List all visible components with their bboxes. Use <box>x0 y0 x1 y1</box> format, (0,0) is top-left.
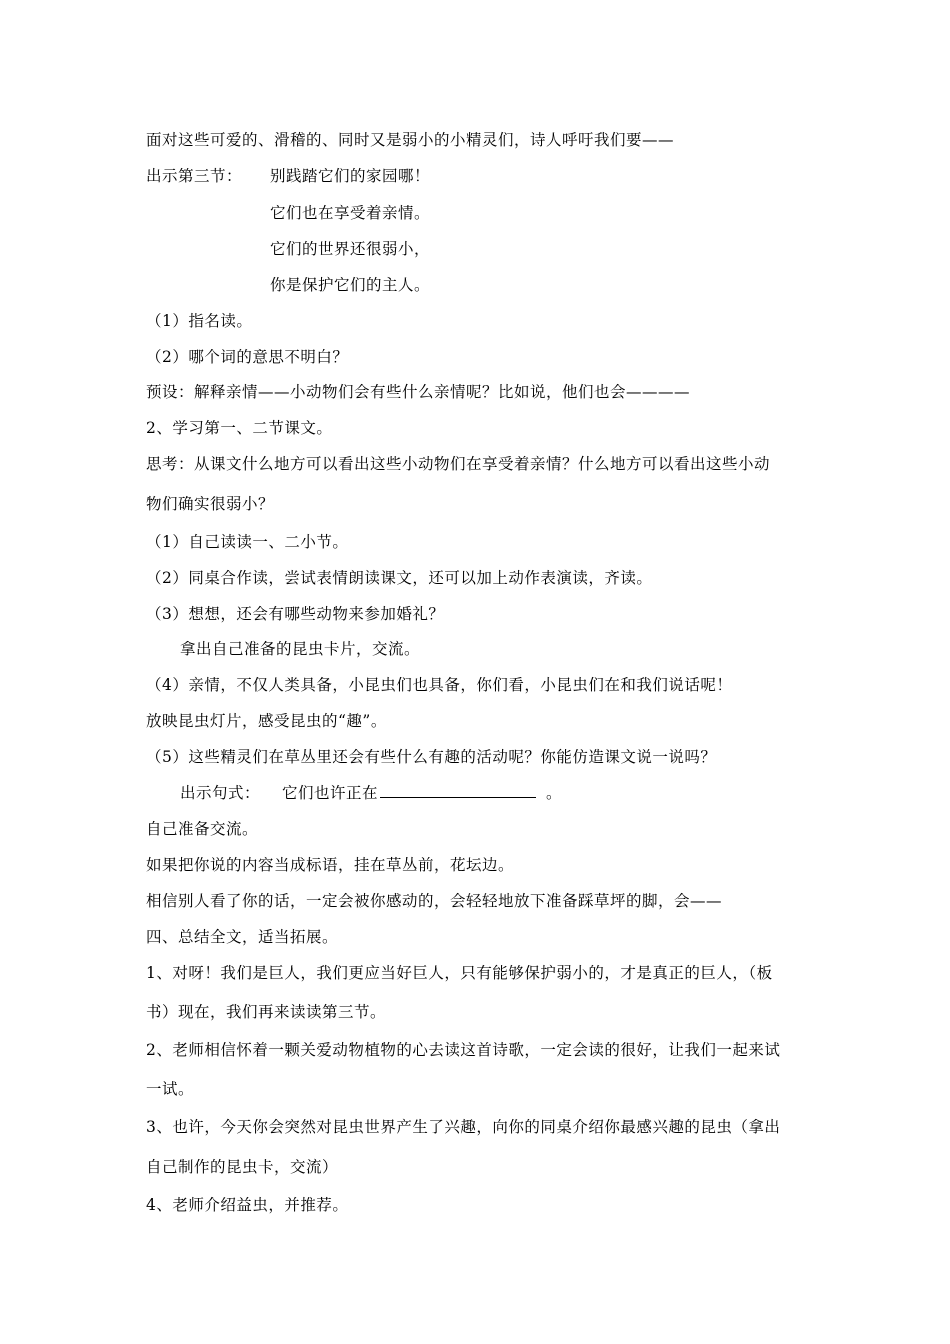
section-heading: 2、学习第一、二节课文。 <box>146 419 333 437</box>
paragraph: 拿出自己准备的昆虫卡片，交流。 <box>180 640 421 658</box>
poem-line-2: 它们也在享受着亲情。 <box>270 204 431 222</box>
sentence-pattern-text: 它们也许正在 <box>282 784 379 802</box>
paragraph: 一试。 <box>146 1080 195 1098</box>
paragraph: 自己准备交流。 <box>146 820 259 838</box>
sentence-pattern-end: 。 <box>546 784 563 802</box>
section-label: 出示第三节： <box>146 167 243 185</box>
step-item: （2）哪个词的意思不明白？ <box>146 348 349 366</box>
poem-line-4: 你是保护它们的主人。 <box>270 276 431 294</box>
section-heading: 四、总结全文，适当拓展。 <box>146 928 339 946</box>
paragraph: 1、对呀！我们是巨人，我们更应当好巨人，只有能够保护弱小的，才是真正的巨人，（板 <box>146 964 773 982</box>
poem-line-1: 别践踏它们的家园哪！ <box>270 167 431 185</box>
paragraph: 如果把你说的内容当成标语，挂在草丛前，花坛边。 <box>146 856 515 874</box>
paragraph: 书）现在，我们再来读读第三节。 <box>146 1003 387 1021</box>
paragraph: 2、老师相信怀着一颗关爱动物植物的心去读这首诗歌，一定会读的很好，让我们一起来试 <box>146 1041 781 1059</box>
paragraph-intro: 面对这些可爱的、滑稽的、同时又是弱小的小精灵们，诗人呼吁我们要—— <box>146 131 675 149</box>
step-item: （5）这些精灵们在草丛里还会有些什么有趣的活动呢？你能仿造课文说一说吗？ <box>146 748 717 766</box>
poem-line-3: 它们的世界还很弱小， <box>270 240 431 258</box>
paragraph: 物们确实很弱小？ <box>146 495 275 513</box>
paragraph: 3、也许，今天你会突然对昆虫世界产生了兴趣，向你的同桌介绍你最感兴趣的昆虫（拿出 <box>146 1118 781 1136</box>
paragraph: 放映昆虫灯片，感受昆虫的“趣”。 <box>146 712 387 730</box>
paragraph: 相信别人看了你的话，一定会被你感动的，会轻轻地放下准备踩草坪的脚，会—— <box>146 892 723 910</box>
paragraph: 预设：解释亲情——小动物们会有些什么亲情呢？比如说，他们也会———— <box>146 383 691 401</box>
fill-in-blank <box>380 783 536 798</box>
step-item: （1）自己读读一、二小节。 <box>146 533 349 551</box>
sentence-pattern <box>180 781 562 803</box>
step-item: （2）同桌合作读，尝试表情朗读课文，还可以加上动作表演读，齐读。 <box>146 569 653 587</box>
step-item: （1）指名读。 <box>146 312 253 330</box>
paragraph: 思考：从课文什么地方可以看出这些小动物们在享受着亲情？什么地方可以看出这些小动 <box>146 455 771 473</box>
step-item: （3）想想，还会有哪些动物来参加婚礼？ <box>146 605 445 623</box>
step-item: （4）亲情，不仅人类具备，小昆虫们也具备，你们看，小昆虫们在和我们说话呢！ <box>146 676 733 694</box>
paragraph: 自己制作的昆虫卡，交流） <box>146 1158 339 1176</box>
paragraph: 4、老师介绍益虫，并推荐。 <box>146 1196 349 1214</box>
sentence-pattern-label: 出示句式： <box>180 784 261 802</box>
